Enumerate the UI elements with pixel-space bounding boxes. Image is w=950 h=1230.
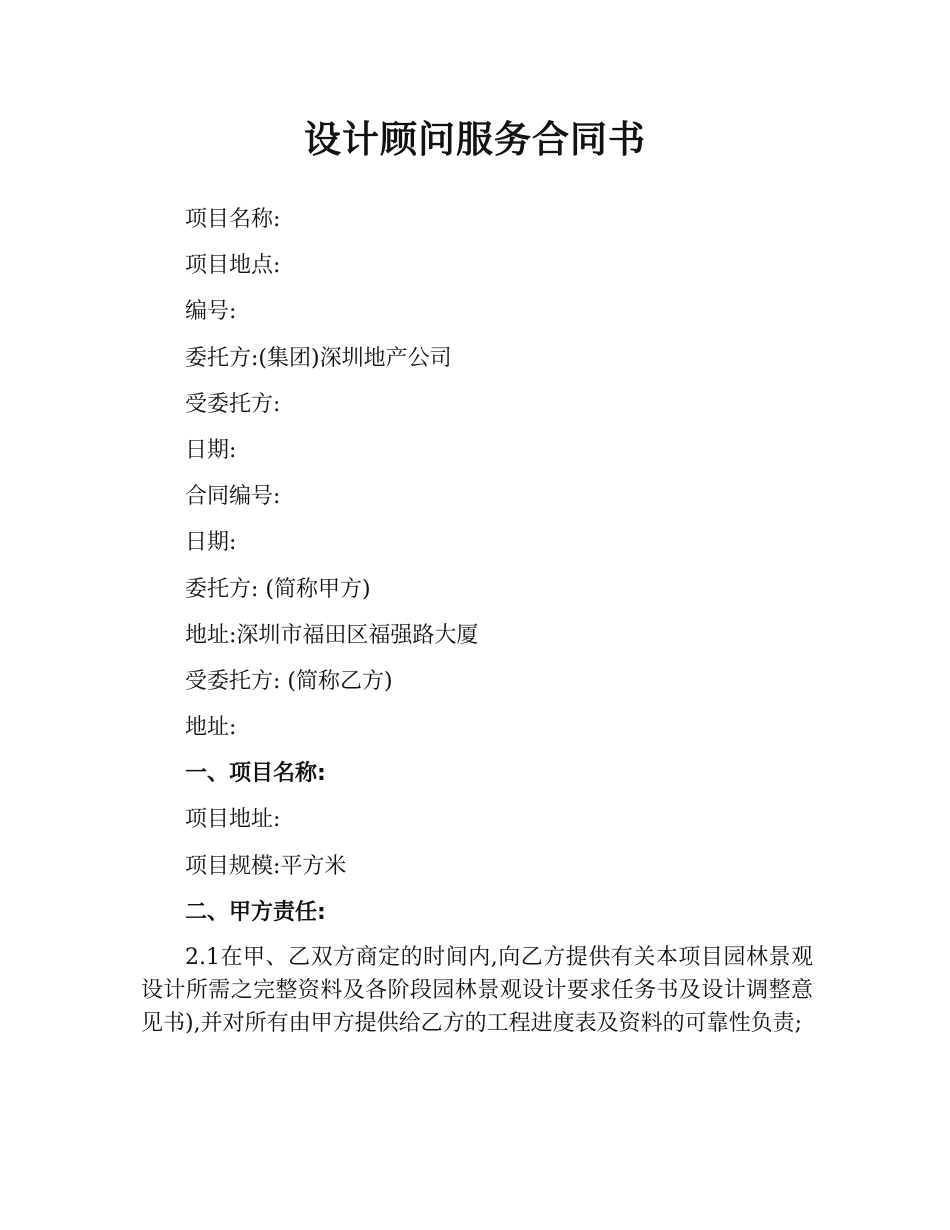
field-project-address: 项目地址: [185, 807, 281, 833]
field-project-scale: 项目规模:平方米 [185, 853, 347, 879]
field-party-a-address: 地址:深圳市福田区福强路大厦 [185, 622, 479, 648]
section-heading-project-name: 一、项目名称: [185, 761, 326, 787]
field-number: 编号: [185, 299, 237, 325]
field-date: 日期: [185, 437, 237, 463]
document-title: 设计顾问服务合同书 [304, 118, 646, 161]
field-client: 委托方:(集团)深圳地产公司 [185, 345, 452, 371]
field-contractor: 受委托方: [185, 391, 281, 417]
field-party-b-address: 地址: [185, 715, 237, 741]
field-date-2: 日期: [185, 530, 237, 556]
clause-2-1: 2.1在甲、乙双方商定的时间内,向乙方提供有关本项目园林景观设计所需之完整资料及各阶段园林景观设计要求任务书及设计调整意见书),并对所有由甲方提供给乙方的工程进度表及资料的可靠性负责; [141, 945, 813, 1036]
field-project-location: 项目地点: [185, 253, 281, 279]
field-party-a: 委托方: (简称甲方) [185, 576, 371, 602]
contract-fields [185, 197, 825, 936]
field-party-b: 受委托方: (简称乙方) [185, 668, 393, 694]
section-heading-party-a-duties: 二、甲方责任: [185, 899, 326, 925]
field-project-name: 项目名称: [185, 207, 281, 232]
field-contract-number: 合同编号: [185, 484, 281, 510]
